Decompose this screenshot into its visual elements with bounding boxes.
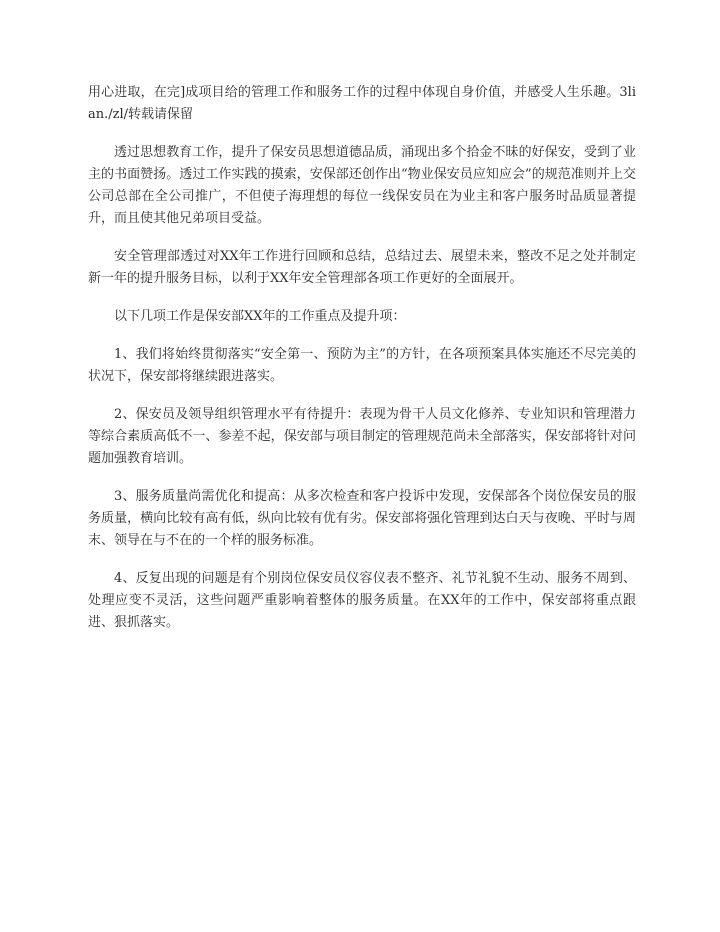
paragraph-key-points-intro: 以下几项工作是保安部XX年的工作重点及提升项： xyxy=(114,309,406,324)
list-item-2: 2、保安员及领导组织管理水平有待提升：表现为骨干人员文化修养、专业知识和管理潜力等综合素质高低不一、参差不起，保安部与项目制定的管理规范尚未全部落实，保安部将针对问题加强教育培训。 xyxy=(88,407,636,466)
list-item-4: 4、反复出现的问题是有个别岗位保安员仪容仪表不整齐、礼节礼貌不生动、服务不周到、处理应变不灵活，这些问题严重影响着整体的服务质量。在XX年的工作中，保安部将重点跟进、狠抓落实。 xyxy=(88,571,636,630)
document-body xyxy=(88,82,636,634)
list-item-3: 3、服务质量尚需优化和提高：从多次检查和客户投诉中发现，安保部各个岗位保安员的服务质量，横向比较有高有低，纵向比较有优有劣。保安部将强化管理到达白天与夜晚、平时与周末、领导在与不在的一个样的服务标准。 xyxy=(88,489,636,548)
paragraph-review-summary: 安全管理部透过对XX年工作进行回顾和总结，总结过去、展望未来，整改不足之处并制定新一年的提升服务目标，以利于XX年安全管理部各项工作更好的全面展开。 xyxy=(88,249,636,286)
list-item-1: 1、我们将始终贯彻落实“安全第一、预防为主”的方针，在各项预案具体实施还不尽完美的状况下，保安部将继续跟进落实。 xyxy=(88,347,636,384)
paragraph-continuation: 用心进取，在完]成项目给的管理工作和服务工作的过程中体现自身价值，并感受人生乐趣。3lian./zl/转载请保留 xyxy=(88,85,636,122)
paragraph-education-work: 透过思想教育工作，提升了保安员思想道德品质，涌现出多个拾金不昧的好保安，受到了业主的书面赞扬。透过工作实践的摸索，安保部还创作出“物业保安员应知应会”的规范准则并上交公司总部在全公司推广，不但使子海理想的每位一线保安员在为业主和客户服务时品质显著提升，而且使其他兄弟项目受益。 xyxy=(88,145,636,226)
